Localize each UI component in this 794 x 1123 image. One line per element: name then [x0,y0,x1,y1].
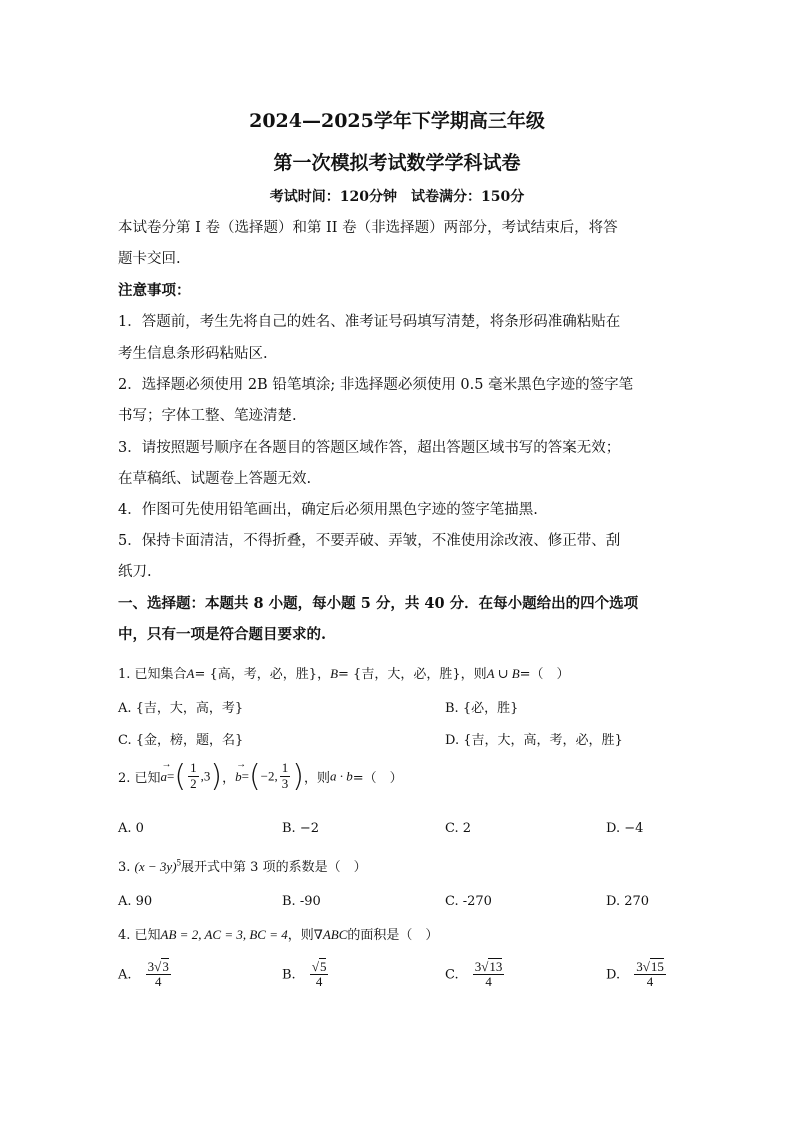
notice-line: 5．保持卡面清洁，不得折叠，不要弄破、弄皱，不准使用涂改液、修正带、刮 [118,533,621,549]
vector-arrow-icon: → [161,758,172,770]
q2-frac-b: $\frac{1}{3}$ [281,760,289,791]
q1-setA-var: A [186,666,195,681]
exam-title-line1: 2024—2025学年下学期高三年级 [249,110,545,132]
question-2-stem: 2. 已知 → a=( $\frac{1}{2}$ ,3)， → b=(−2, $\frac{1}{3}$ )，则a · b=（ ） [118,758,403,794]
notice-line: 4．作图可先使用铅笔画出，确定后必须用黑色字迹的签字笔描黑. [118,502,538,518]
q2-tail: =（ ） [352,771,403,786]
q4-option-c: C. $\frac{3√13}{4}$ [445,959,503,990]
q1-option-c: C. {金，榜，题，名} [118,733,244,748]
q1-prefix: 1. 已知集合 [118,667,187,682]
intro-line1: 本试卷分第 I 卷（选择题）和第 II 卷（非选择题）两部分，考试结束后，将答 [118,220,618,236]
q4-tail: 的面积是（ ） [347,928,439,943]
q2-frac-a: $\frac{1}{2}$ [190,760,197,791]
q1-option-a: A. {吉，大，高，考} [118,701,244,716]
q3-exponent: 5 [176,857,182,868]
q2-option-c: C. 2 [445,821,472,836]
q2-b-first: −2, [260,768,278,784]
q4-option-d: D. $\frac{3√15}{4}$ [606,959,664,990]
q4-mid: ，则 [287,928,314,943]
notice-line: 纸刀. [118,564,152,580]
q2-dot-product: a · b [329,768,353,784]
q2-eq: = [241,768,249,784]
exam-title-line2: 第一次模拟考试数学学科试卷 [273,152,521,174]
q1-union: A ∪ B [486,666,520,681]
q4-option-a: A. $\frac{3√3}{4}$ [118,959,169,990]
q4-condition: AB = 2, AC = 3, BC = 4 [160,927,288,942]
intro-line2: 题卡交回. [118,251,181,267]
notice-line: 书写；字体工整、笔迹清楚. [118,408,297,424]
q1-setB-var: B [330,666,339,681]
notice-heading: 注意事项： [118,282,191,299]
q1-option-b: B. {必，胜} [445,701,519,716]
notice-line: 考生信息条形码粘贴区. [118,346,268,362]
q2-vector-b: → b [235,758,247,784]
q1-setB: = {吉，大，必，胜}，则 [338,667,487,682]
q3-tail: 展开式中第 3 项的系数是（ ） [181,860,367,875]
q2-vector-a: → a [160,758,172,784]
notice-line: 1．答题前，考生先将自己的姓名、准考证号码填写清楚，将条形码准确粘贴在 [118,314,621,330]
q2-prefix: 2. 已知 [118,771,161,786]
q4-prefix: 4. 已知 [118,928,161,943]
q1-option-d: D. {吉，大，高，考，必，胜} [445,733,623,748]
q2-comma: ， [222,771,236,786]
question-1-stem [118,663,570,682]
question-4-stem [118,924,438,943]
q3-option-b: B. -90 [282,894,321,909]
q3-expression: (x − 3y) [134,859,177,874]
q2-eq: = [167,768,175,784]
notice-line: 2．选择题必须使用 2B 铅笔填涂; 非选择题必须使用 0.5 毫米黑色字迹的签字笔 [118,377,634,393]
section-heading-line2: 中，只有一项是符合题目要求的. [118,626,327,643]
section-heading-line1: 一、选择题：本题共 8 小题，每小题 5 分，共 40 分．在每小题给出的四个选项 [118,595,639,612]
question-3-stem [118,856,367,875]
q3-prefix: 3. [118,860,135,875]
q3-option-d: D. 270 [606,894,650,909]
q2-option-b: B. −2 [282,821,319,836]
q2-option-d: D. −4 [606,821,644,836]
q1-tail: =（ ） [519,667,570,682]
q1-setA: = {高，考，必，胜}， [194,667,331,682]
notice-line: 3．请按照题号顺序在各题目的答题区域作答，超出答题区域书写的答案无效； [118,440,621,456]
vector-arrow-icon: → [236,758,247,770]
q3-option-a: A. 90 [118,894,153,909]
q2-option-a: A. 0 [118,821,144,836]
notice-line: 在草稿纸、试题卷上答题无效. [118,471,312,487]
q2-then: ，则 [303,771,330,786]
q4-option-b: B. $\frac{√5}{4}$ [282,959,327,990]
q3-option-c: C. -270 [445,894,492,909]
q2-a-rest: ,3 [200,768,211,784]
q4-triangle: ∇ABC [313,927,348,942]
exam-info: 考试时间：120分钟 试卷满分：150分 [269,189,525,205]
